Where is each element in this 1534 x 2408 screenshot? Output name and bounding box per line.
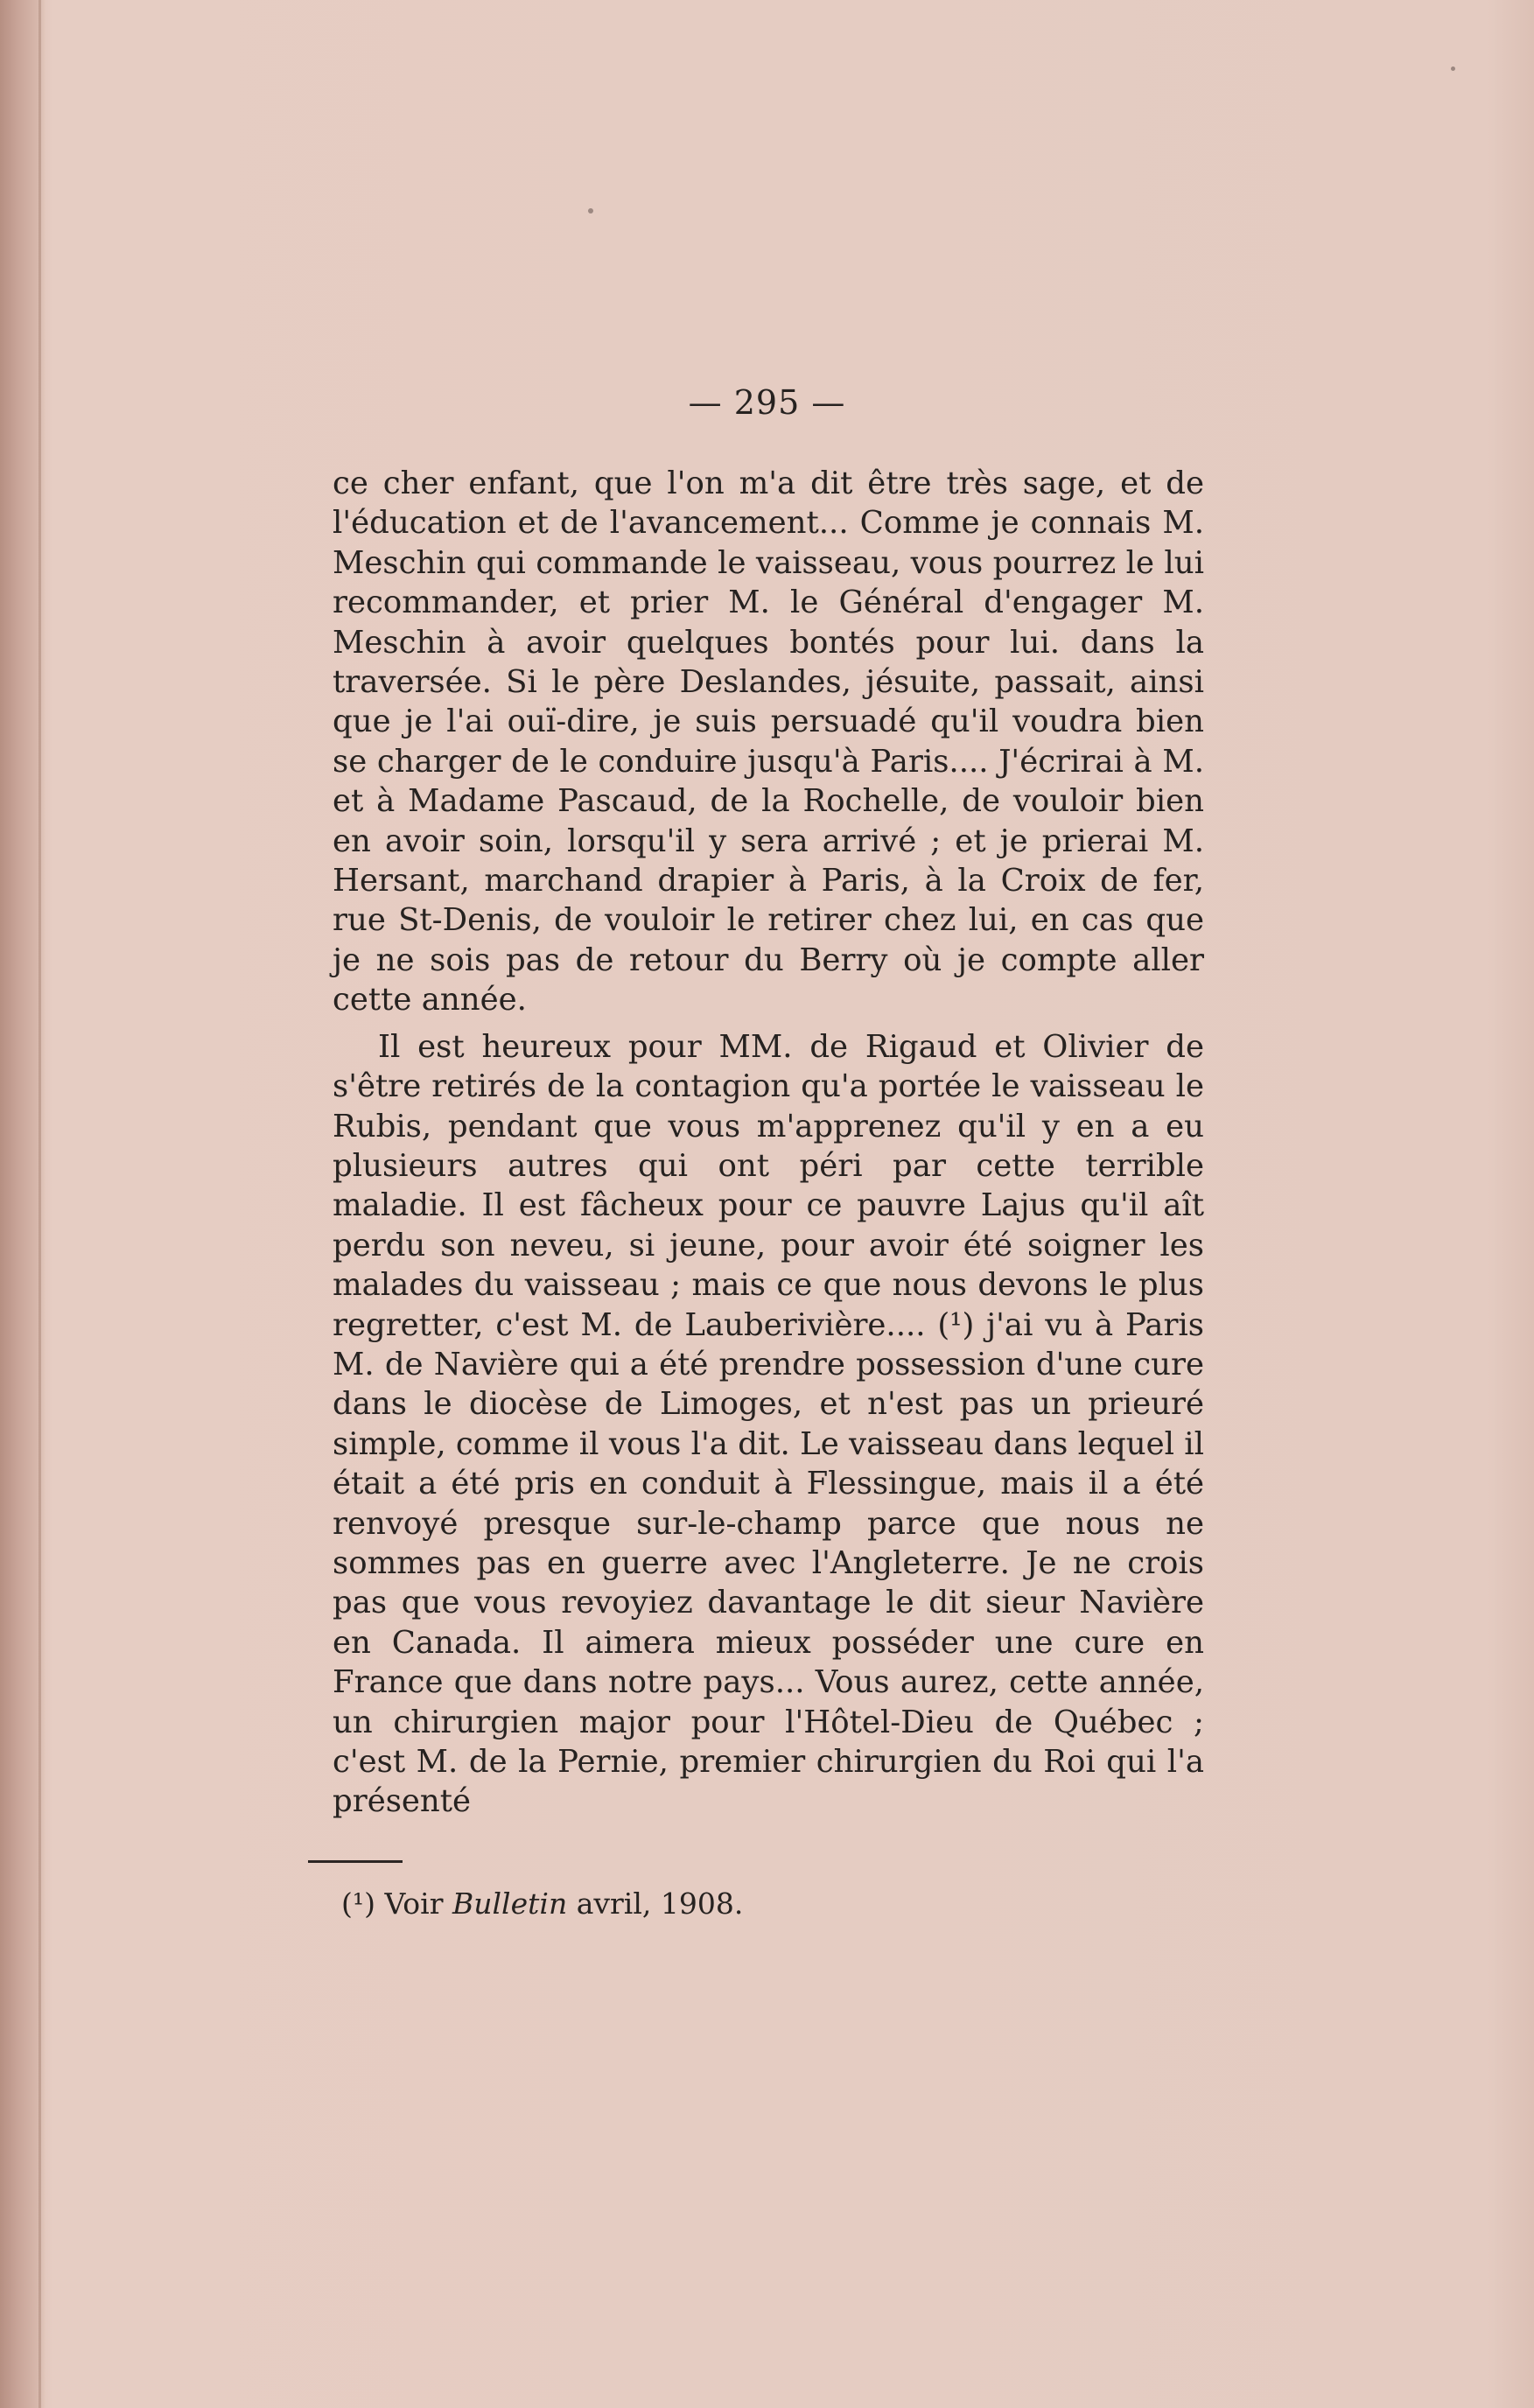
paragraph: Il est heureux pour MM. de Rigaud et Olivier de s'être retirés de la contagion qu'a portée le vaisseau le Rubis, pendant que vous m'apprenez qu'il y en a eu plusieurs autres qui ont péri par cette terrible maladie. Il est fâcheux pour ce pauvre Lajus qu'il aît perdu son neveu, si jeune, pour avoir été soigner les malades du vaisseau ; mais ce que nous devons le plus regretter, c'est M. de Lauberivière.... (¹) j'ai vu à Paris M. de Navière qui a été prendre possession d'une cure dans le diocèse de Limoges, et n'est pas un prieuré simple, comme il vous l'a dit. Le vaisseau dans lequel il était a été pris en conduit à Flessingue, mais il a été renvoyé presque sur-le-champ parce que nous ne sommes pas en guerre avec l'Angleterre. Je ne crois pas que vous revoyiez davantage le dit sieur Navière en Canada. Il aimera mieux posséder une cure en France que dans notre pays... Vous aurez, cette année, un chirurgien major pour l'Hôtel-Dieu de Québec ; c'est M. de la Pernie, premier chirurgien du Roi qui l'a présenté bbox=[333, 1028, 1204, 1820]
footnote-prefix: Voir bbox=[384, 1886, 444, 1921]
footnote bbox=[341, 1886, 743, 1922]
page-number: — 295 — bbox=[688, 383, 846, 422]
body-text bbox=[333, 464, 1204, 1822]
paper-speck bbox=[588, 208, 593, 214]
paragraph: ce cher enfant, que l'on m'a dit être très sage, et de l'éducation et de l'avancement... Comme je connais M. Meschin qui commande le vaisseau, vous pourrez le lui recommander, et prier M. le Général d'engager M. Meschin à avoir quelques bontés pour lui. dans la traversée. Si le père Deslandes, jésuite, passait, ainsi que je l'ai ouï-dire, je suis persuadé qu'il voudra bien se charger de le conduire jusqu'à Paris.... J'écrirai à M. et à Madame Pascaud, de la Rochelle, de vouloir bien en avoir soin, lorsqu'il y sera arrivé ; et je prierai M. Hersant, marchand drapier à Paris, à la Croix de fer, rue St-Denis, de vouloir le retirer chez lui, en cas que je ne sois pas de retour du Berry où je compte aller cette année. bbox=[333, 466, 1204, 1018]
paper-speck bbox=[1451, 66, 1455, 71]
footnote-marker: (¹) bbox=[341, 1886, 375, 1921]
footnote-journal: Bulletin bbox=[452, 1886, 568, 1921]
footnote-date: avril, 1908. bbox=[576, 1886, 744, 1921]
footnote-separator bbox=[308, 1860, 403, 1863]
page-fold bbox=[39, 0, 41, 2408]
